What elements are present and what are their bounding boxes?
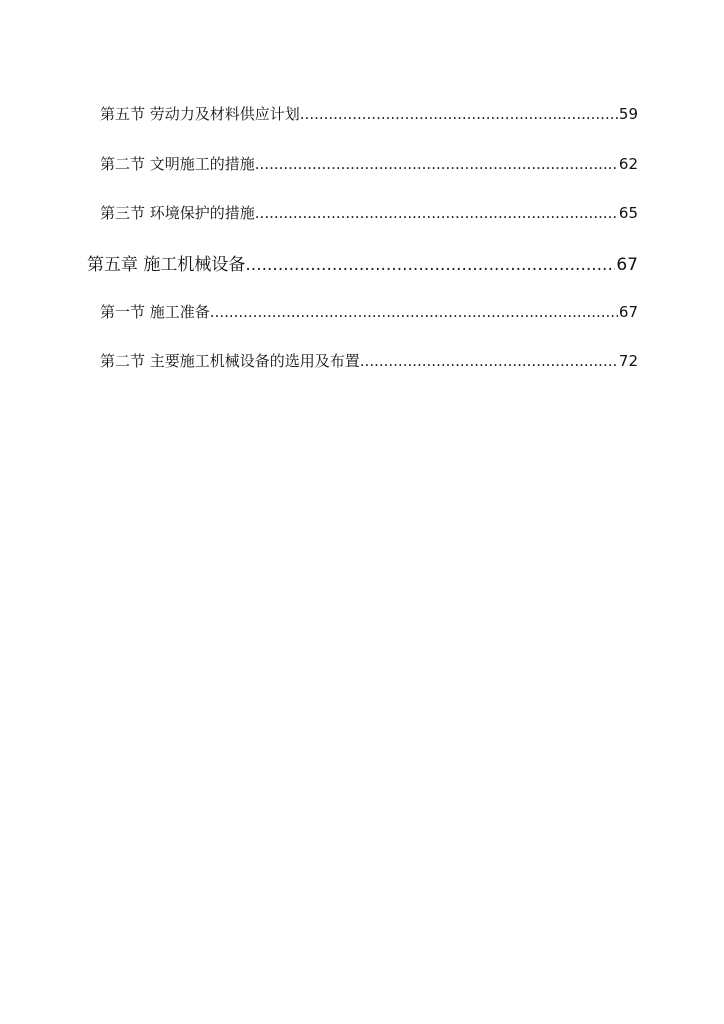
- toc-dot-leader: [255, 155, 618, 173]
- toc-entry-title: 第二节 主要施工机械设备的选用及布置: [100, 352, 360, 370]
- toc-entry-title: 第五章 施工机械设备: [87, 255, 246, 275]
- toc-page-number: 65: [618, 204, 638, 222]
- toc-page-number: 67: [618, 303, 638, 321]
- toc-entry-title: 第二节 文明施工的措施: [100, 155, 255, 173]
- toc-page-number: 67: [616, 255, 638, 275]
- toc-dot-leader: [300, 105, 618, 123]
- toc-page-number: 72: [618, 352, 638, 370]
- toc-entry-section[interactable]: [100, 350, 638, 371]
- toc-entry-section[interactable]: [100, 202, 638, 223]
- toc-entry-title: 第五节 劳动力及材料供应计划: [100, 105, 300, 123]
- toc-entry-section[interactable]: [100, 103, 638, 124]
- toc-entry-title: 第三节 环境保护的措施: [100, 204, 255, 222]
- toc-page-number: 62: [618, 155, 638, 173]
- toc-page-number: 59: [618, 105, 638, 123]
- toc-entry-chapter[interactable]: [87, 250, 638, 275]
- toc-dot-leader: [360, 352, 618, 370]
- toc-entry-section[interactable]: [100, 301, 638, 322]
- toc-entry-title: 第一节 施工准备: [100, 303, 210, 321]
- toc-dot-leader: [210, 303, 618, 321]
- toc-entry-section[interactable]: [100, 153, 638, 174]
- toc-dot-leader: [255, 204, 618, 222]
- toc-dot-leader: [245, 255, 615, 275]
